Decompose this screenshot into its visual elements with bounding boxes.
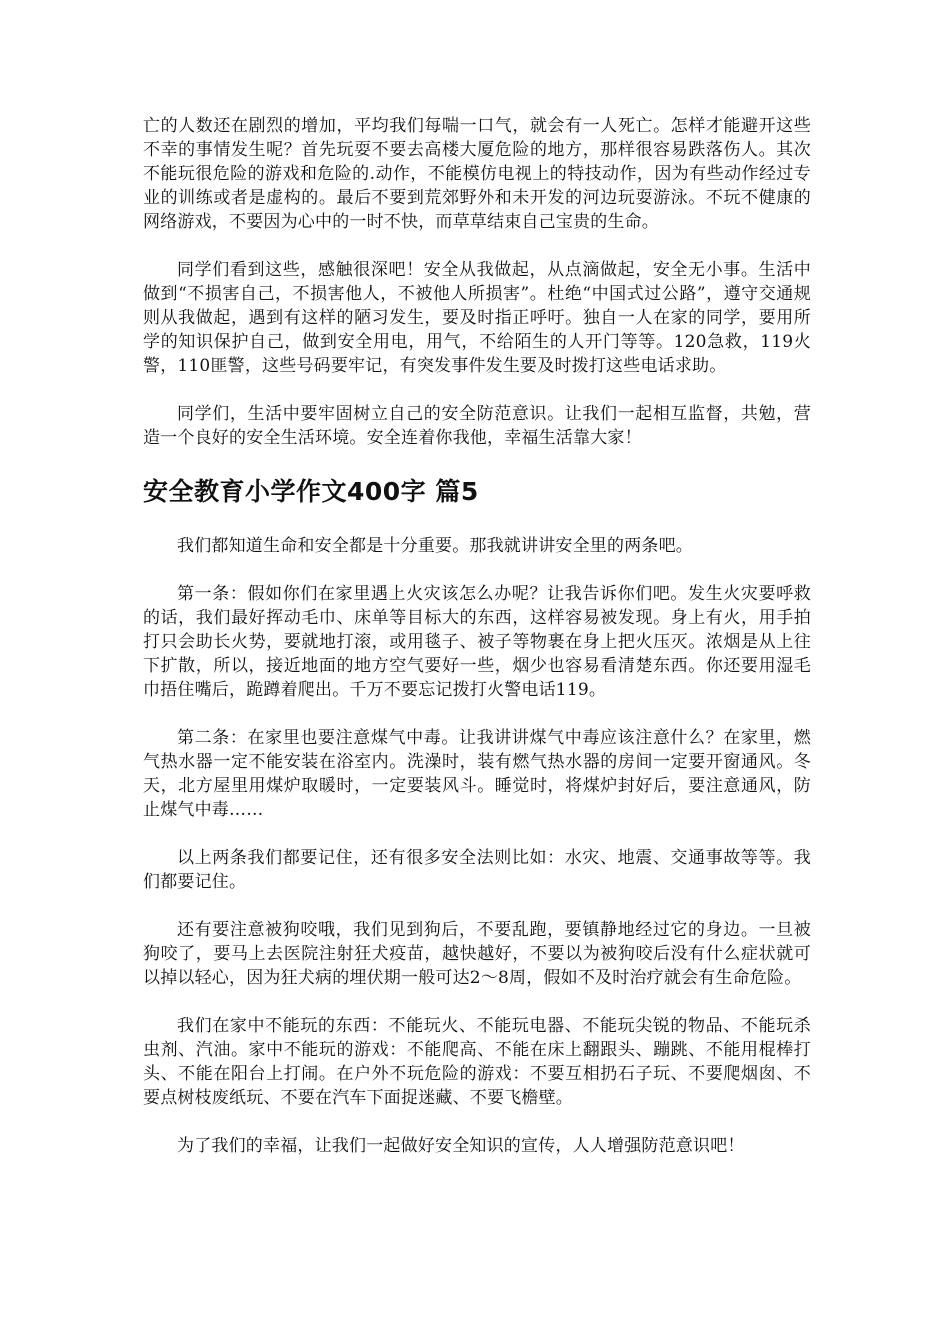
paragraph-continued: 亡的人数还在剧烈的增加，平均我们每喘一口气，就会有一人死亡。怎样才能避开这些不幸的事情发生呢？首先玩耍不要去高楼大厦危险的地方，那样很容易跌落伤人。其次不能玩很危险的游戏和危险的.动作，不能模仿电视上的特技动作，因为有些动作经过专业的训练或者是虚构的。最后不要到荒郊野外和未开发的河边玩耍游泳。不玩不健康的网络游戏，不要因为心中的一时不快，而草草结束自己宝贵的生命。 [143, 116, 811, 232]
paragraph: 我们在家中不能玩的东西：不能玩火、不能玩电器、不能玩尖锐的物品、不能玩杀虫剂、汽油。家中不能玩的游戏：不能爬高、不能在床上翻跟头、蹦跳、不能用棍棒打头、不能在阳台上打闹。在户外不玩危险的游戏：不要互相扔石子玩、不要爬烟囱、不要点树枝废纸玩、不要在汽车下面捉迷藏、不要飞檐壁。 [143, 1016, 811, 1108]
paragraph: 第二条：在家里也要注意煤气中毒。让我讲讲煤气中毒应该注意什么？在家里，燃气热水器一定不能安装在浴室内。洗澡时，装有燃气热水器的房间一定要开窗通风。冬天，北方屋里用煤炉取暖时，一定要装风斗。睡觉时，将煤炉封好后，要注意通风，防止煤气中毒…… [143, 728, 811, 820]
paragraph: 第一条：假如你们在家里遇上火灾该怎么办呢？让我告诉你们吧。发生火灾要呼救的话，我们最好挥动毛巾、床单等目标大的东西，这样容易被发现。身上有火，用手拍打只会助长火势，要就地打滚，或用毯子、被子等物裹在身上把火压灭。浓烟是从上往下扩散，所以，接近地面的地方空气要好一些，烟少也容易看清楚东西。你还要用湿毛巾捂住嘴后，跪蹲着爬出。千万不要忘记拨打火警电话119。 [143, 584, 811, 700]
paragraph: 同学们看到这些，感触很深吧！安全从我做起，从点滴做起，安全无小事。生活中做到“不损害自己，不损害他人，不被他人所损害”。杜绝“中国式过公路”，遵守交通规则从我做起，遇到有这样的陋习发生，要及时指正呼吁。独自一人在家的同学，要用所学的知识保护自己，做到安全用电，用气，不给陌生的人开门等等。120急救，119火警，110匪警，这些号码要牢记，有突发事件发生要及时拨打这些电话求助。 [143, 260, 811, 376]
paragraph: 我们都知道生命和安全都是十分重要。那我就讲讲安全里的两条吧。 [177, 536, 693, 556]
section-heading: 安全教育小学作文400字 篇5 [143, 477, 479, 506]
document-page [143, 114, 811, 1182]
paragraph: 为了我们的幸福，让我们一起做好安全知识的宣传，人人增强防范意识吧！ [177, 1136, 745, 1156]
paragraph: 以上两条我们都要记住，还有很多安全法则比如：水灾、地震、交通事故等等。我们都要记住。 [143, 848, 811, 892]
paragraph: 还有要注意被狗咬哦，我们见到狗后，不要乱跑，要镇静地经过它的身边。一旦被狗咬了，要马上去医院注射狂犬疫苗，越快越好，不要以为被狗咬后没有什么症状就可以掉以轻心，因为狂犬病的埋伏期一般可达2～8周，假如不及时治疗就会有生命危险。 [143, 920, 811, 988]
paragraph: 同学们，生活中要牢固树立自己的安全防范意识。让我们一起相互监督，共勉，营造一个良好的安全生活环境。安全连着你我他，幸福生活靠大家！ [143, 404, 811, 448]
